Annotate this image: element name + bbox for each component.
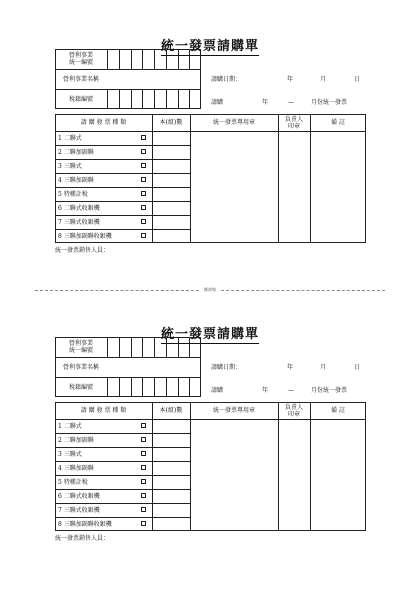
item-label: 5 特種計稅 [58,191,88,198]
item-label: 8 三聯加副聯收銀機 [58,521,112,528]
item-row-line [55,229,190,230]
item-checkbox[interactable] [141,177,146,182]
column-header: 請 購 發 票 種 類 [80,119,127,126]
digit-cell[interactable] [166,49,167,69]
digit-cell[interactable] [154,377,155,397]
header-label: 稅籍編號 [68,384,93,391]
item-row-line [55,145,190,146]
digit-cell[interactable] [131,337,132,357]
form-title-text: 統一發票請購單 [160,39,259,54]
item-label: 7 三聯式收銀機 [58,507,100,514]
item-checkbox[interactable] [141,493,146,498]
column-header: 備 註 [331,119,345,126]
header-label: 營利事業名稱 [62,76,99,83]
day-label: 日 [354,364,361,371]
digit-cell[interactable] [131,49,132,69]
digit-cell[interactable] [154,337,155,357]
column-header: 請 購 發 票 種 類 [80,407,127,414]
digit-cell[interactable] [119,49,120,69]
digit-cell[interactable] [178,337,179,357]
digit-cell[interactable] [178,49,179,69]
table-col-line [310,114,311,243]
dash-label: — [288,387,294,394]
header-row-line [55,69,201,70]
table-head-line [55,131,366,132]
header-label: 營利事業 統一編號 [68,52,93,66]
item-checkbox[interactable] [141,507,146,512]
item-row-line [55,447,190,448]
purchase-table [55,402,366,531]
item-label: 1 二聯式 [58,423,82,430]
item-checkbox[interactable] [141,479,146,484]
item-row-line [55,433,190,434]
item-checkbox[interactable] [141,163,146,168]
digit-cell[interactable] [166,89,167,109]
digit-cell[interactable] [166,377,167,397]
item-checkbox[interactable] [141,149,146,154]
header-label: 稅籍編號 [68,96,93,103]
digit-cell[interactable] [107,337,108,357]
item-label: 8 三聯加副聯收銀機 [58,233,112,240]
digit-cell[interactable] [119,377,120,397]
item-checkbox[interactable] [141,423,146,428]
cut-label-text: 撕裁線 [201,287,219,292]
item-checkbox[interactable] [141,451,146,456]
digit-cell[interactable] [131,377,132,397]
item-label: 6 二聯式收銀機 [58,493,100,500]
item-row-line [55,201,190,202]
item-row-line [55,461,190,462]
header-label: 營利事業 統一編號 [68,340,93,354]
column-header: 負責人 印章 [284,404,303,418]
digit-cell[interactable] [189,89,190,109]
seller-label: 統一發票銷售人員： [55,247,110,254]
table-col-line [152,114,153,243]
item-row-line [55,173,190,174]
item-label: 3 三聯式 [58,451,82,458]
cut-label [0,287,420,293]
item-row-line [55,215,190,216]
item-checkbox[interactable] [141,191,146,196]
digit-cell[interactable] [154,49,155,69]
day-label: 日 [354,76,361,83]
table-head-line [55,419,366,420]
digit-cell[interactable] [166,337,167,357]
digit-cell[interactable] [107,49,108,69]
table-col-line [152,402,153,531]
column-header: 本(組)數 [159,119,183,126]
header-row-line [55,377,201,378]
item-label: 6 二聯式收銀機 [58,205,100,212]
digit-cell[interactable] [189,337,190,357]
month-label: 月 [320,364,327,371]
item-label: 1 二聯式 [58,135,82,142]
item-row-line [55,517,190,518]
month-unified-label: 月份統一發票 [311,387,348,394]
digit-cell[interactable] [154,89,155,109]
item-row-line [55,187,190,188]
purchase-date-label: 請購日期： [211,76,242,83]
digit-cell[interactable] [119,89,120,109]
table-col-line [278,114,279,243]
item-checkbox[interactable] [141,465,146,470]
item-checkbox[interactable] [141,135,146,140]
digit-cell[interactable] [189,377,190,397]
purchase-table [55,114,366,243]
item-row-line [55,503,190,504]
item-checkbox[interactable] [141,521,146,526]
digit-cell[interactable] [119,337,120,357]
table-col-line [190,114,191,243]
purchase-label: 請購 [211,387,224,394]
column-header: 本(組)數 [159,407,183,414]
item-label: 7 三聯式收銀機 [58,219,100,226]
item-row-line [55,159,190,160]
item-checkbox[interactable] [141,205,146,210]
table-col-line [190,402,191,531]
column-header: 統一發票專用章 [212,407,255,414]
item-label: 4 三聯加副聯 [58,177,94,184]
digit-cell[interactable] [178,89,179,109]
item-row-line [55,475,190,476]
year-label: 年 [287,364,294,371]
digit-cell[interactable] [131,89,132,109]
digit-cell[interactable] [107,89,108,109]
year2-label: 年 [262,387,269,394]
item-checkbox[interactable] [141,437,146,442]
month-unified-label: 月份統一發票 [311,99,348,106]
item-checkbox[interactable] [141,219,146,224]
purchase-date-label: 請購日期： [211,364,242,371]
header-label: 營利事業名稱 [62,364,99,371]
digit-cell[interactable] [107,377,108,397]
table-col-line [310,402,311,531]
digit-cell[interactable] [142,377,143,397]
digit-cell[interactable] [142,89,143,109]
digit-cell[interactable] [142,337,143,357]
header-row-line [55,89,201,90]
year-label: 年 [287,76,294,83]
table-col-line [278,402,279,531]
form-title-text: 統一發票請購單 [160,327,259,342]
item-label: 3 三聯式 [58,163,82,170]
item-label: 4 三聯加副聯 [58,465,94,472]
item-label: 5 特種計稅 [58,479,88,486]
dash-label: — [288,99,294,106]
column-header: 負責人 印章 [284,116,303,130]
year2-label: 年 [262,99,269,106]
digit-cell[interactable] [142,49,143,69]
purchase-label: 請購 [211,99,224,106]
column-header: 統一發票專用章 [212,119,255,126]
item-label: 2 二聯加副聯 [58,149,94,156]
item-label: 2 二聯加副聯 [58,437,94,444]
seller-label: 統一發票銷售人員： [55,535,110,542]
item-checkbox[interactable] [141,233,146,238]
header-row-line [55,357,201,358]
column-header: 備 註 [331,407,345,414]
month-label: 月 [320,76,327,83]
item-row-line [55,489,190,490]
digit-cell[interactable] [189,49,190,69]
digit-cell[interactable] [178,377,179,397]
